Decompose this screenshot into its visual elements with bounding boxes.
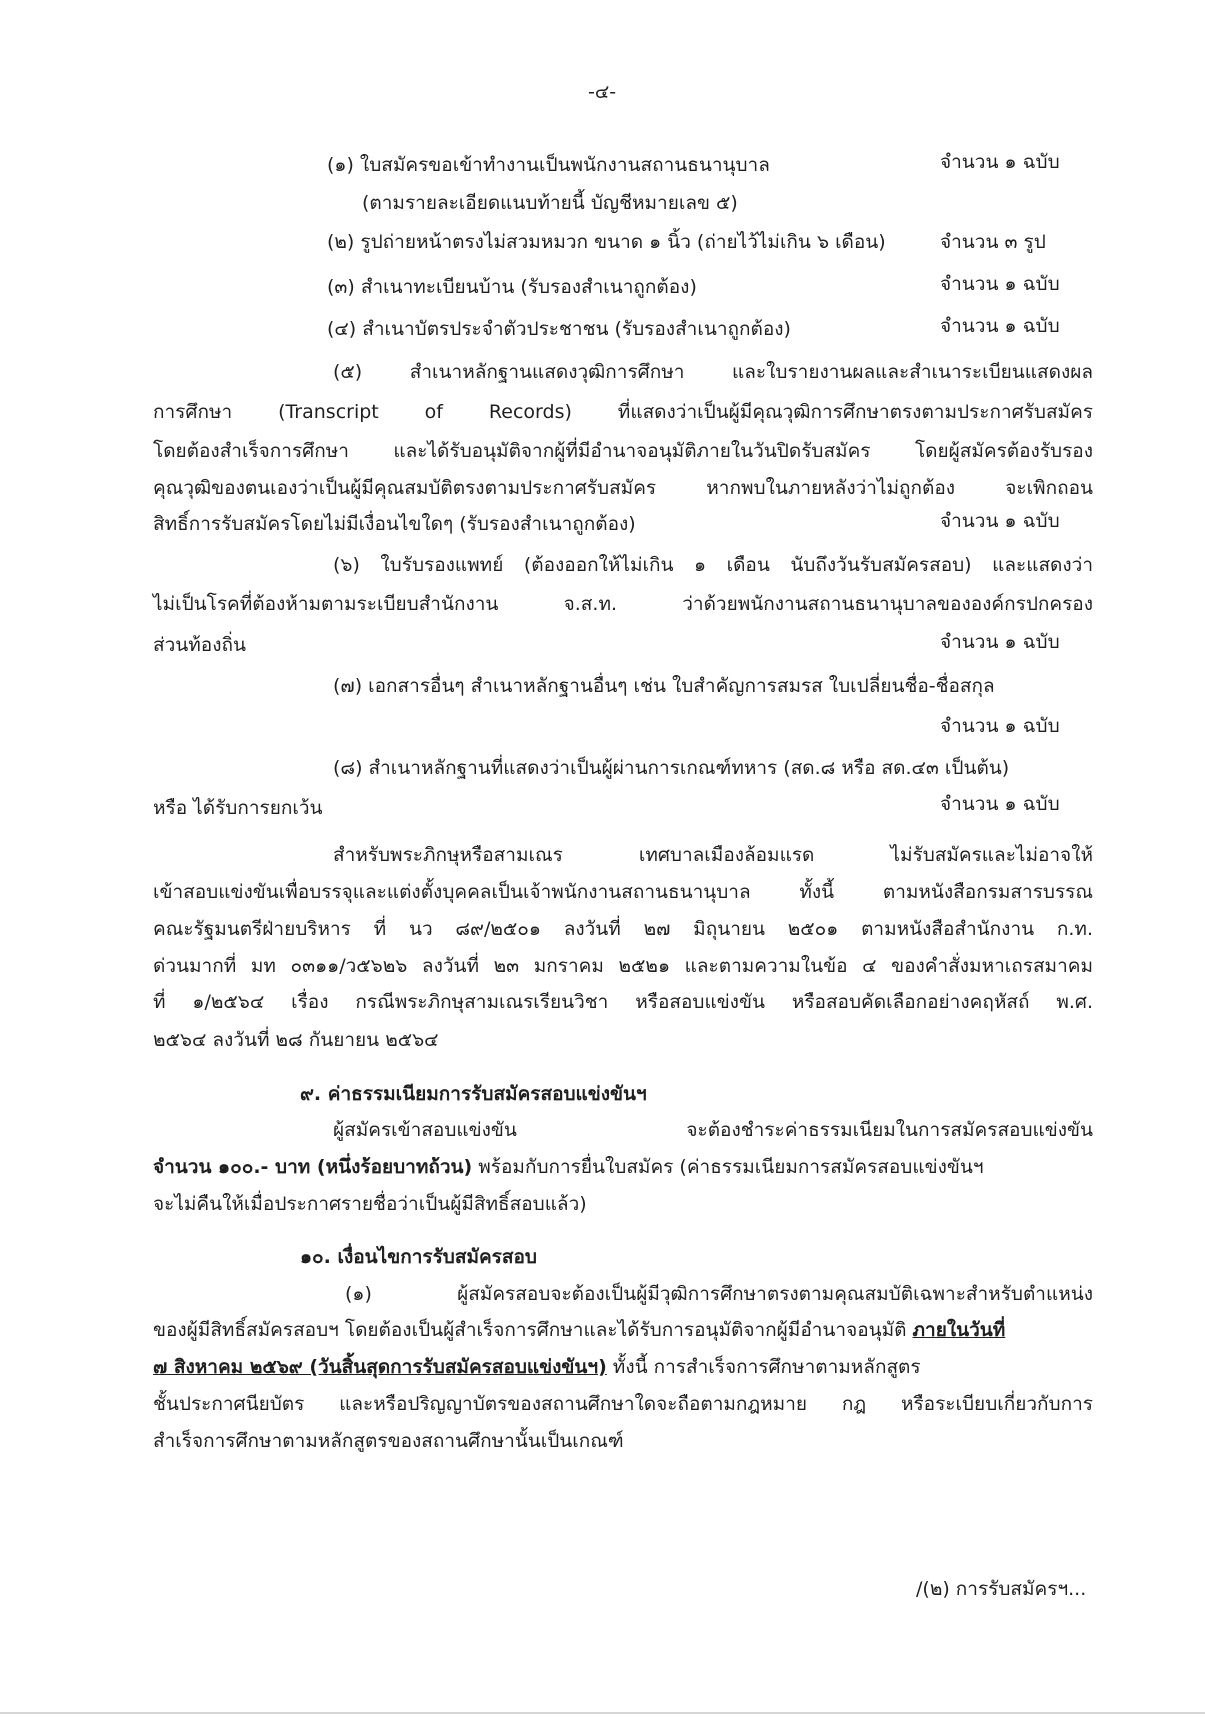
doc-1-qty: จำนวน ๑ ฉบับ (940, 151, 1060, 173)
section-9-heading: ๙. ค่าธรรมเนียมการรับสมัครสอบแข่งขันฯ (300, 1083, 647, 1105)
doc-1-line2: (ตามรายละเอียดแนบท้ายนี้ บัญชีหมายเลข ๕) (362, 192, 738, 214)
section-9-line2-rest: พร้อมกับการยื่นใบสมัคร (ค่าธรรมเนียมการสมัครสอบแข่งขันฯ (472, 1156, 984, 1178)
section-10-heading: ๑๐. เงื่อนไขการรับสมัครสอบ (300, 1246, 537, 1268)
doc-4-line1: (๔) สำเนาบัตรประจำตัวประชาชน (รับรองสำเนาถูกต้อง) (327, 318, 791, 340)
section-9-line3: จะไม่คืนให้เมื่อประกาศรายชื่อว่าเป็นผู้มีสิทธิ์สอบแล้ว) (153, 1193, 587, 1215)
doc-7-qty: จำนวน ๑ ฉบับ (940, 715, 1060, 737)
section-10-line1: (๑) ผู้สมัครสอบจะต้องเป็นผู้มีวุฒิการศึกษาตรงตามคุณสมบัติเฉพาะสำหรับตำแหน่ง (345, 1283, 1093, 1305)
doc-2-line1: (๒) รูปถ่ายหน้าตรงไม่สวมหมวก ขนาด ๑ นิ้ว (ถ่ายไว้ไม่เกิน ๖ เดือน) (327, 231, 886, 253)
monk-paragraph-line2: เข้าสอบแข่งขันเพื่อบรรจุและแต่งตั้งบุคคลเป็นเจ้าพนักงานสถานธนานุบาล ทั้งนี้ ตามหนังสือกรมสารบรรณ (153, 881, 1093, 903)
doc-5-line3: โดยต้องสำเร็จการศึกษา และได้รับอนุมัติจากผู้ที่มีอำนาจอนุมัติภายในวันปิดรับสมัคร โดยผู้สมัครต้องรับรอง (153, 440, 1093, 462)
section-10-line5: สำเร็จการศึกษาตามหลักสูตรของสถานศึกษานั้นเป็นเกณฑ์ (153, 1430, 624, 1452)
continuation-note: /(๒) การรับสมัครฯ... (916, 1578, 1087, 1600)
doc-5-line5: สิทธิ์การรับสมัครโดยไม่มีเงื่อนไขใดๆ (รับรองสำเนาถูกต้อง) (153, 513, 636, 535)
section-10-line3-rest: ทั้งนี้ การสำเร็จการศึกษาตามหลักสูตร (606, 1356, 921, 1378)
doc-6-line2: ไม่เป็นโรคที่ต้องห้ามตามระเบียบสำนักงาน จ.ส.ท. ว่าด้วยพนักงานสถานธนานุบาลขององค์กรปกครอง (153, 593, 1093, 615)
doc-6-line3: ส่วนท้องถิ่น (153, 634, 246, 656)
page-bottom-edge (0, 1712, 1205, 1714)
monk-paragraph-line4: ด่วนมากที่ มท ๐๓๑๑/ว๕๖๒๖ ลงวันที่ ๒๓ มกราคม ๒๕๒๑ และตามความในข้อ ๔ ของคำสั่งมหาเถรสมาคม (153, 955, 1093, 977)
section-9-line2 (153, 1155, 984, 1179)
section-9-line1: ผู้สมัครเข้าสอบแข่งขัน จะต้องชำระค่าธรรมเนียมในการสมัครสอบแข่งขัน (333, 1119, 1093, 1141)
doc-6-line1: (๖) ใบรับรองแพทย์ (ต้องออกให้ไม่เกิน ๑ เดือน นับถึงวันรับสมัครสอบ) และแสดงว่า (333, 554, 1093, 576)
doc-1-line1: (๑) ใบสมัครขอเข้าทำงานเป็นพนักงานสถานธนานุบาล (327, 154, 770, 176)
doc-5-line2: การศึกษา (Transcript of Records) ที่แสดงว่าเป็นผู้มีคุณวุฒิการศึกษาตรงตามประกาศรับสมัคร (153, 401, 1093, 423)
fee-amount: จำนวน ๑๐๐.- บาท (หนึ่งร้อยบาทถ้วน) (153, 1156, 473, 1178)
section-10-line4: ชั้นประกาศนียบัตร และหรือปริญญาบัตรของสถานศึกษาใดจะถือตามกฎหมาย กฎ หรือระเบียบเกี่ยวกับการ (153, 1393, 1093, 1415)
doc-8-line2: หรือ ได้รับการยกเว้น (153, 797, 323, 819)
doc-8-qty: จำนวน ๑ ฉบับ (940, 793, 1060, 815)
section-10-line2 (153, 1318, 1005, 1342)
doc-3-qty: จำนวน ๑ ฉบับ (940, 273, 1060, 295)
doc-4-qty: จำนวน ๑ ฉบับ (940, 315, 1060, 337)
page-number: -๔- (588, 81, 617, 103)
section-10-line3 (153, 1355, 921, 1379)
deadline-date: ๗ สิงหาคม ๒๕๖๙ (วันสิ้นสุดการรับสมัครสอบแข่งขันฯ) (153, 1356, 607, 1378)
section-10-line2-plain: ของผู้มีสิทธิ์สมัครสอบฯ โดยต้องเป็นผู้สำเร็จการศึกษาและได้รับการอนุมัติจากผู้มีอำนาจอนุมัติ (153, 1319, 913, 1341)
monk-paragraph-line5: ที่ ๑/๒๕๖๔ เรื่อง กรณีพระภิกษุสามเณรเรียนวิชา หรือสอบแข่งขัน หรือสอบคัดเลือกอย่างคฤหัสถ์ พ.ศ. (153, 991, 1093, 1013)
deadline-label: ภายในวันที่ (912, 1319, 1006, 1341)
monk-paragraph-line1: สำหรับพระภิกษุหรือสามเณร เทศบาลเมืองล้อมแรด ไม่รับสมัครและไม่อาจให้ (333, 844, 1093, 866)
doc-3-line1: (๓) สำเนาทะเบียนบ้าน (รับรองสำเนาถูกต้อง) (327, 276, 697, 298)
doc-6-qty: จำนวน ๑ ฉบับ (940, 631, 1060, 653)
doc-5-qty: จำนวน ๑ ฉบับ (940, 510, 1060, 532)
doc-5-line4: คุณวุฒิของตนเองว่าเป็นผู้มีคุณสมบัติตรงตามประกาศรับสมัคร หากพบในภายหลังว่าไม่ถูกต้อง จะเพิกถอน (153, 477, 1093, 499)
doc-7-line1: (๗) เอกสารอื่นๆ สำเนาหลักฐานอื่นๆ เช่น ใบสำคัญการสมรส ใบเปลี่ยนชื่อ-ชื่อสกุล (333, 675, 995, 697)
doc-8-line1: (๘) สำเนาหลักฐานที่แสดงว่าเป็นผู้ผ่านการเกณฑ์ทหาร (สด.๘ หรือ สด.๔๓ เป็นต้น) (333, 757, 1010, 779)
monk-paragraph-line6: ๒๕๖๔ ลงวันที่ ๒๘ กันยายน ๒๕๖๔ (153, 1029, 439, 1051)
doc-2-qty: จำนวน ๓ รูป (940, 231, 1046, 253)
doc-5-line1: (๕) สำเนาหลักฐานแสดงวุฒิการศึกษา และใบรายงานผลและสำเนาระเบียนแสดงผล (333, 361, 1093, 383)
monk-paragraph-line3: คณะรัฐมนตรีฝ่ายบริหาร ที่ นว ๘๙/๒๕๐๑ ลงวันที่ ๒๗ มิถุนายน ๒๕๐๑ ตามหนังสือสำนักงาน ก.ท. (153, 918, 1093, 940)
